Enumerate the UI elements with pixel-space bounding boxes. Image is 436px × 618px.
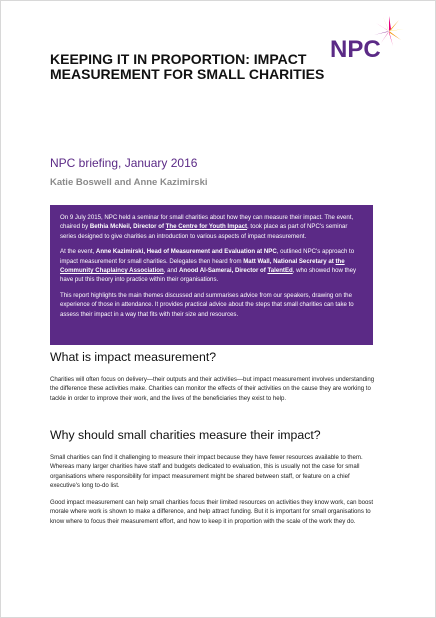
intro-text: , and: [163, 267, 179, 275]
intro-speaker: Bethia McNeil, Director of: [89, 223, 166, 231]
briefing-date: NPC briefing, January 2016: [50, 156, 198, 170]
intro-paragraph-1: [60, 213, 365, 241]
community-chaplaincy-link[interactable]: the Community Chaplaincy Association: [60, 257, 345, 275]
intro-text: , outlined NPC's approach to impact measurement for small charities. Delegates then heard from: [60, 248, 355, 265]
intro-speaker: Matt Wall, National Secretary at: [243, 257, 336, 265]
section-heading-what-is-impact: What is impact measurement?: [50, 350, 217, 364]
intro-text: At the event,: [60, 248, 96, 256]
intro-paragraph-2: [60, 247, 365, 285]
document-title: KEEPING IT IN PROPORTION: IMPACT MEASUREMENT FOR SMALL CHARITIES: [50, 51, 325, 82]
intro-text: , took place as part of NPC's seminar series designed to give charities an introduction to various aspects of impact measurement.: [60, 223, 348, 240]
intro-text: , who showed how they have put this theory into practice within their organisations.: [60, 267, 357, 284]
talented-link[interactable]: TalentEd: [267, 267, 293, 275]
intro-speaker: Anne Kazimirski, Head of Measurement and Evaluation at NPC: [95, 248, 277, 256]
section2-paragraph-1: Small charities can find it challenging to measure their impact because they have fewer resources available to them. Whereas many larger charities have staff and budgets dedicated to evaluation, this is usually not the case for small organisations where responsibility for impact measurement might be shared between staff, or feature on a chief executive's long to-do list.: [50, 454, 363, 490]
centre-for-youth-impact-link[interactable]: The Centre for Youth Impact: [165, 223, 248, 231]
section1-paragraph: Charities will often focus on delivery—their outputs and their activities—but impact measurement involves understanding the difference these activities make. Charities can monitor the effects of their activities on the cause they are working to tackle in order to improve their work, and the lives of the beneficiaries they exist to help.: [50, 376, 375, 402]
authors: Katie Boswell and Anne Kazimirski: [50, 177, 208, 188]
intro-summary-box: [50, 205, 373, 345]
section-heading-why-measure: Why should small charities measure their impact?: [50, 428, 321, 442]
logo-wordmark: NPC: [330, 36, 381, 63]
section2-paragraph-2: Good impact measurement can help small charities focus their limited resources on activities they know work, can boost morale where work is shown to make a difference, and help attract funding. But it is important for small organisations to know where to focus their measurement effort, and how to keep it in proportion with the scale of the work they do.: [50, 499, 374, 525]
intro-speaker: Anood Al-Samerai, Director of: [178, 267, 268, 275]
intro-paragraph-3: This report highlights the main themes discussed and summarises advice from our speakers, drawing on the experience of those in attendance. It provides practical advice about the steps that small charities can take to assess their impact in a way that fits with their size and resources.: [60, 291, 354, 318]
intro-text: On 9 July 2015, NPC held a seminar for small charities about how they can measure their impact. The event, chaired by: [60, 214, 354, 231]
